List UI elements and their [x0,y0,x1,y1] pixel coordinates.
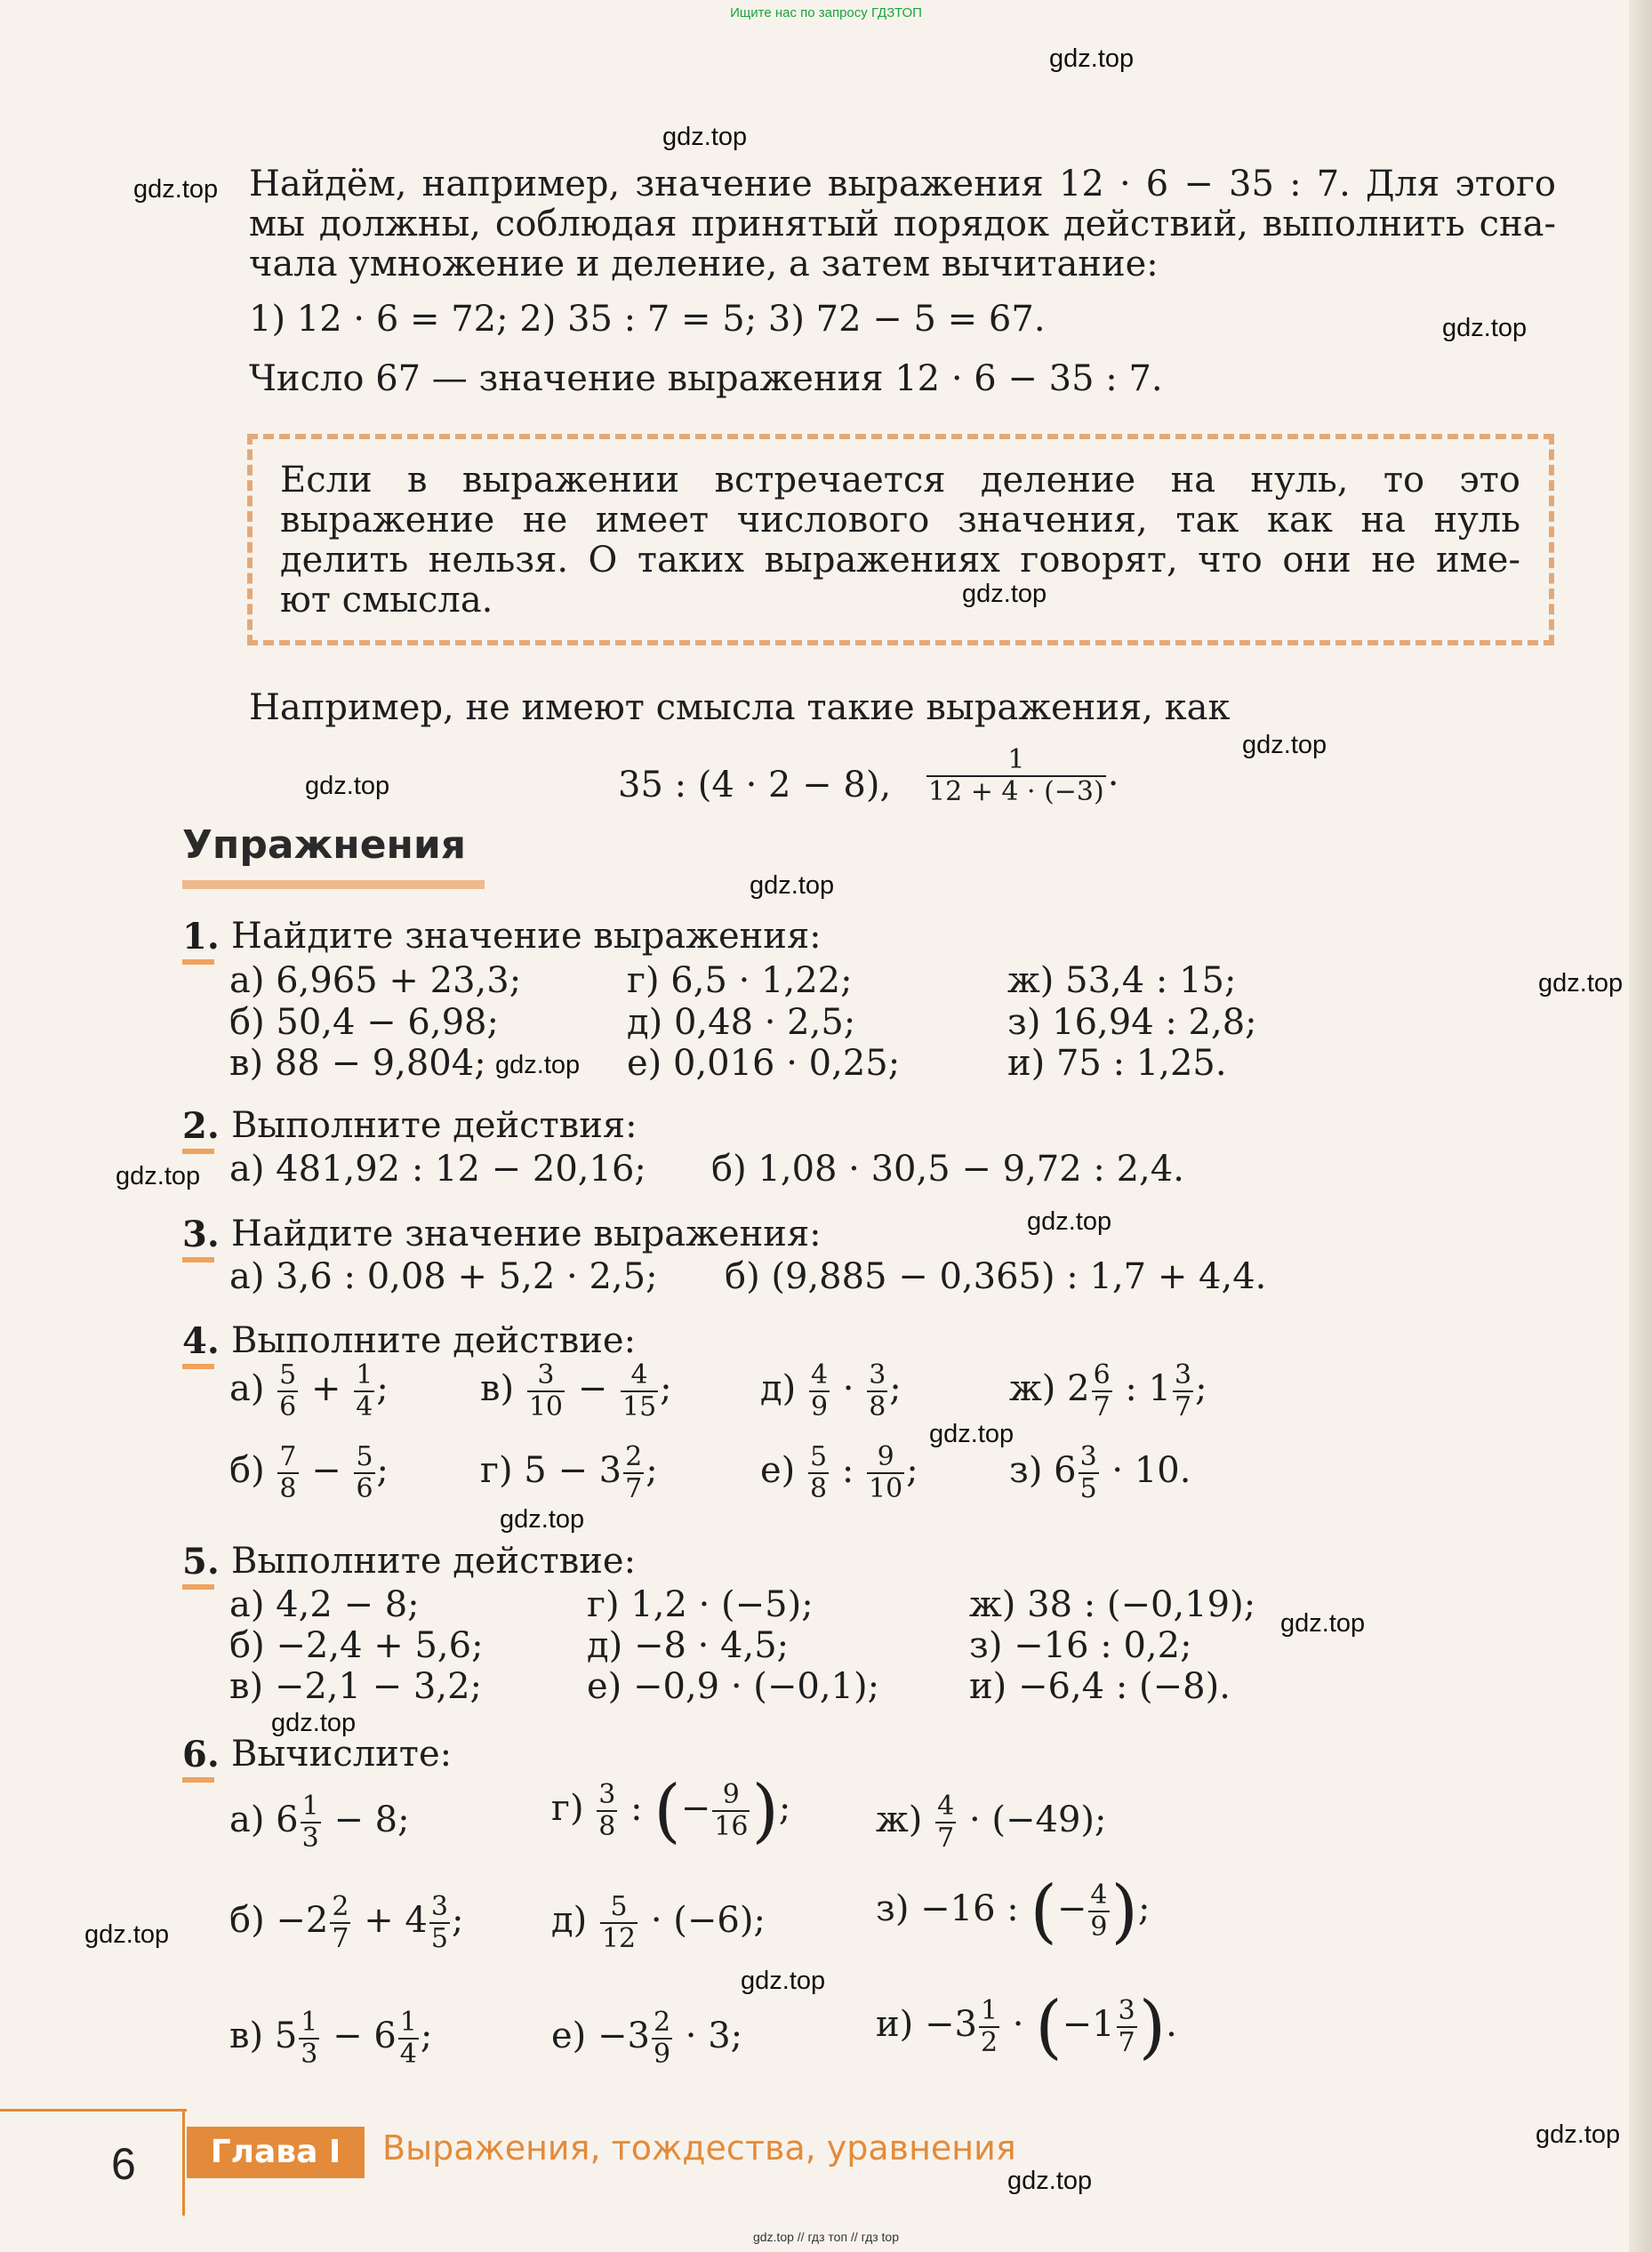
exercise-item: а) 481,92 : 12 − 20,16; [229,1149,646,1190]
exercise-item-6i: и) −3 $\frac{1}{2}$ · (−1 $\frac{3}{7}$ ). [876,1987,1177,2067]
exercise-item: г) 1,2 · (−5); [587,1584,814,1625]
exercise-item-4d: д) $\frac{4}{9}$ · $\frac{3}{8}$ ; [760,1359,902,1423]
watermark: gdz.top [1442,314,1528,342]
chapter-title: Выражения, тождества, уравнения [382,2128,1016,2168]
watermark: gdz.top [1242,731,1327,759]
exercise-item-6a: а) 6 $\frac{1}{3}$ − 8; [229,1791,410,1854]
exercise-item-4a: а) $\frac{5}{6}$ + $\frac{1}{4}$ ; [229,1359,389,1423]
rule-line: ют смысла. [280,580,493,621]
watermark: gdz.top [500,1505,585,1534]
exercise-item: а) 3,6 : 0,08 + 5,2 · 2,5; [229,1256,658,1297]
exercise-item-6g: г) $\frac{3}{8}$ : (− $\frac{9}{16}$ ); [551,1771,791,1851]
exercise-item-6b: б) −2 $\frac{2}{7}$ + 4 $\frac{3}{5}$ ; [229,1891,464,1954]
exercise-item: и) 75 : 1,25. [1007,1043,1227,1084]
exercise-item: б) (9,885 − 0,365) : 1,7 + 4,4. [725,1256,1267,1297]
exercise-item-6e: е) −3 $\frac{2}{9}$ · 3; [551,2007,743,2070]
exercise-item: в) −2,1 − 3,2; [229,1666,483,1707]
exercise-item-6v: в) 5 $\frac{1}{3}$ − 6 $\frac{1}{4}$ ; [229,2007,433,2070]
exercise-item-4g: г) 5 − 3 $\frac{2}{7}$ ; [480,1441,658,1504]
watermark: gdz.top [1536,2120,1621,2149]
footer-rule [0,2109,187,2112]
exercise-item: г) 6,5 · 1,22; [627,960,853,1001]
exercise-number: 5. [182,1541,220,1583]
rule-line: Если в выражении встречается деление на нуль, то это [280,460,1520,501]
exercise-number: 1. [182,916,220,958]
denominator: 12 + 4 · (−3) [928,776,1104,807]
watermark: gdz.top [929,1420,1014,1448]
punct: . [1107,753,1119,794]
watermark: gdz.top [962,580,1047,608]
numerator: 1 [1007,744,1025,775]
footer-rule-vertical [182,2109,185,2216]
page-number: 6 [111,2139,136,2189]
rule-line: выражение не имеет числового значения, так как на нуль [280,500,1520,541]
exercise-item: е) −0,9 · (−0,1); [587,1666,880,1707]
intro-line: мы должны, соблюдая принятый порядок действий, выполнить сна- [249,204,1556,244]
exercise-item-4v: в) $\frac{3}{10}$ − $\frac{4}{15}$ ; [480,1359,672,1423]
watermark: gdz.top [305,772,390,800]
exercise-item: б) 1,08 · 30,5 − 9,72 : 2,4. [711,1149,1184,1190]
intro-line: Найдём, например, значение выражения 12 · 6 − 35 : 7. Для этого [249,164,1556,204]
exercise-item: ж) 53,4 : 15; [1007,960,1237,1001]
watermark: gdz.top [1027,1207,1112,1236]
exercise-item: а) 4,2 − 8; [229,1584,420,1625]
watermark: gdz.top [116,1162,201,1190]
watermark: gdz.top [662,123,748,151]
intro-conclusion: Число 67 — значение выражения 12 · 6 − 35 : 7. [249,358,1163,399]
top-banner: Ищите нас по запросу ГДЗТОП [730,5,922,20]
watermark: gdz.top [495,1051,581,1079]
exercise-item-6zh: ж) $\frac{4}{7}$ · (−49); [876,1791,1107,1854]
exercise-item: д) 0,48 · 2,5; [627,1002,856,1043]
exercise-item-4b: б) $\frac{7}{8}$ − $\frac{5}{6}$ ; [229,1441,389,1504]
watermark: gdz.top [1049,44,1135,73]
bottom-banner: gdz.top // гдз топ // гдз top [752,2230,900,2244]
exercise-item: б) −2,4 + 5,6; [229,1625,484,1666]
watermark: gdz.top [741,1967,826,1995]
watermark: gdz.top [84,1920,170,1949]
page-edge [1629,0,1652,2252]
exercise-item: ж) 38 : (−0,19); [969,1584,1256,1625]
section-title-underline [182,880,485,889]
watermark: gdz.top [750,871,835,900]
exercise-item: в) 88 − 9,804; [229,1043,486,1084]
exercise-item: и) −6,4 : (−8). [969,1666,1231,1707]
exercise-heading: Выполните действие: [231,1320,637,1361]
exercise-item: з) 16,94 : 2,8; [1007,1002,1257,1043]
exercise-item-6z: з) −16 : (− $\frac{4}{9}$ ); [876,1871,1151,1951]
chapter-badge: Глава I [187,2127,365,2178]
watermark: gdz.top [271,1709,357,1737]
watermark: gdz.top [1280,1609,1366,1638]
section-title: Упражнения [182,822,467,868]
example-text: Например, не имеют смысла такие выражения, как [249,687,1231,728]
exercise-item-4e: е) $\frac{5}{8}$ : $\frac{9}{10}$ ; [760,1441,918,1504]
watermark: gdz.top [133,175,219,204]
exercise-item: б) 50,4 − 6,98; [229,1002,499,1043]
exercise-number: 2. [182,1105,220,1147]
exercise-heading: Найдите значение выражения: [231,916,822,957]
exercise-heading: Найдите значение выражения: [231,1214,822,1254]
exercise-item: з) −16 : 0,2; [969,1625,1192,1666]
example-expr1: 35 : (4 · 2 − 8), [618,765,892,805]
watermark: gdz.top [1538,969,1624,998]
exercise-item-6d: д) $\frac{5}{12}$ · (−6); [551,1891,766,1954]
exercise-item-4zh: ж) 2 $\frac{6}{7}$ : 1 $\frac{3}{7}$ ; [1009,1359,1207,1423]
rule-text [280,461,1520,621]
exercise-item: е) 0,016 · 0,25; [627,1043,901,1084]
exercise-item-4z: з) 6 $\frac{3}{5}$ · 10. [1009,1441,1191,1504]
intro-line: чала умножение и деление, а затем вычитание: [249,244,1159,285]
intro-paragraph [249,164,1556,285]
exercise-item: а) 6,965 + 23,3; [229,960,522,1001]
example-expr2 [925,745,1119,807]
exercise-number: 6. [182,1734,220,1775]
rule-line: делить нельзя. О таких выражениях говорят, что они не име- [280,540,1520,581]
watermark: gdz.top [1007,2167,1093,2195]
exercise-number: 3. [182,1214,220,1255]
intro-steps: 1) 12 · 6 = 72; 2) 35 : 7 = 5; 3) 72 − 5 = 67. [249,299,1046,340]
exercise-heading: Выполните действия: [231,1105,638,1146]
exercise-item: д) −8 · 4,5; [587,1625,790,1666]
exercise-number: 4. [182,1320,220,1362]
exercise-heading: Выполните действие: [231,1541,637,1582]
exercise-heading: Вычислите: [231,1734,453,1775]
